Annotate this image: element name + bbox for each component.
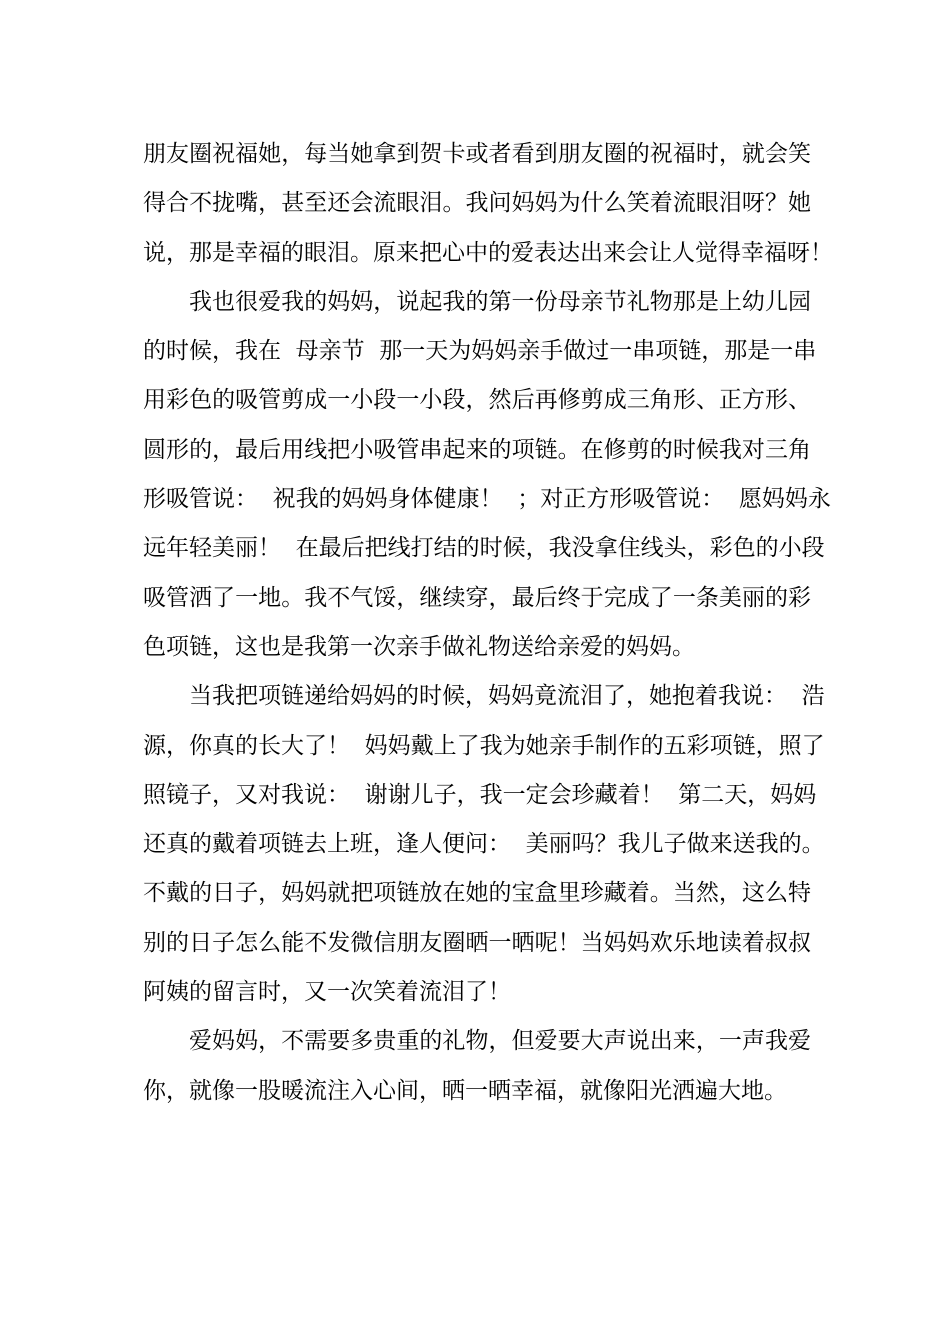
essay-body bbox=[143, 130, 833, 1116]
text-line: 不戴的日子，妈妈就把项链放在她的宝盒里珍藏着。当然，这么特 bbox=[143, 880, 811, 907]
text-line: 说，那是幸福的眼泪。原来把心中的爱表达出来会让人觉得幸福呀！ bbox=[143, 239, 833, 266]
text-line: 圆形的，最后用线把小吸管串起来的项链。在修剪的时候我对三角 bbox=[143, 436, 811, 463]
paragraph-4 bbox=[143, 1017, 811, 1116]
text-line: 当我把项链递给妈妈的时候，妈妈竟流泪了，她抱着我说： 浩 bbox=[189, 683, 825, 710]
text-line: 远年轻美丽！ 在最后把线打结的时候，我没拿住线头，彩色的小段 bbox=[143, 535, 825, 562]
text-line: 阿姨的留言时，又一次笑着流泪了！ bbox=[143, 979, 511, 1006]
text-line: 用彩色的吸管剪成一小段一小段，然后再修剪成三角形、正方形、 bbox=[143, 387, 811, 414]
text-line: 吸管洒了一地。我不气馁，继续穿，最后终于完成了一条美丽的彩 bbox=[143, 584, 811, 611]
text-line: 源，你真的长大了！ 妈妈戴上了我为她亲手制作的五彩项链，照了 bbox=[143, 732, 825, 759]
text-line: 别的日子怎么能不发微信朋友圈晒一晒呢！当妈妈欢乐地读着叔叔 bbox=[143, 929, 811, 956]
paragraph-1 bbox=[143, 130, 833, 278]
paragraph-2 bbox=[143, 278, 831, 672]
text-line: 照镜子，又对我说： 谢谢儿子，我一定会珍藏着！ 第二天，妈妈 bbox=[143, 781, 817, 808]
text-line: 的时候，我在 母亲节 那一天为妈妈亲手做过一串项链，那是一串 bbox=[143, 338, 817, 365]
text-line: 得合不拢嘴，甚至还会流眼泪。我问妈妈为什么笑着流眼泪呀？她 bbox=[143, 190, 811, 217]
text-line: 色项链，这也是我第一次亲手做礼物送给亲爱的妈妈。 bbox=[143, 633, 695, 660]
text-line: 形吸管说： 祝我的妈妈身体健康！ ；对正方形吸管说： 愿妈妈永 bbox=[143, 486, 831, 513]
text-line: 爱妈妈，不需要多贵重的礼物，但爱要大声说出来，一声我爱 bbox=[189, 1028, 811, 1055]
paragraph-3 bbox=[143, 672, 825, 1017]
text-line: 我也很爱我的妈妈，说起我的第一份母亲节礼物那是上幼儿园 bbox=[189, 288, 811, 315]
text-line: 还真的戴着项链去上班，逢人便问： 美丽吗？我儿子做来送我的。 bbox=[143, 831, 825, 858]
text-line: 你，就像一股暖流注入心间，晒一晒幸福，就像阳光洒遍大地。 bbox=[143, 1077, 787, 1104]
text-line: 朋友圈祝福她，每当她拿到贺卡或者看到朋友圈的祝福时，就会笑 bbox=[143, 141, 811, 167]
